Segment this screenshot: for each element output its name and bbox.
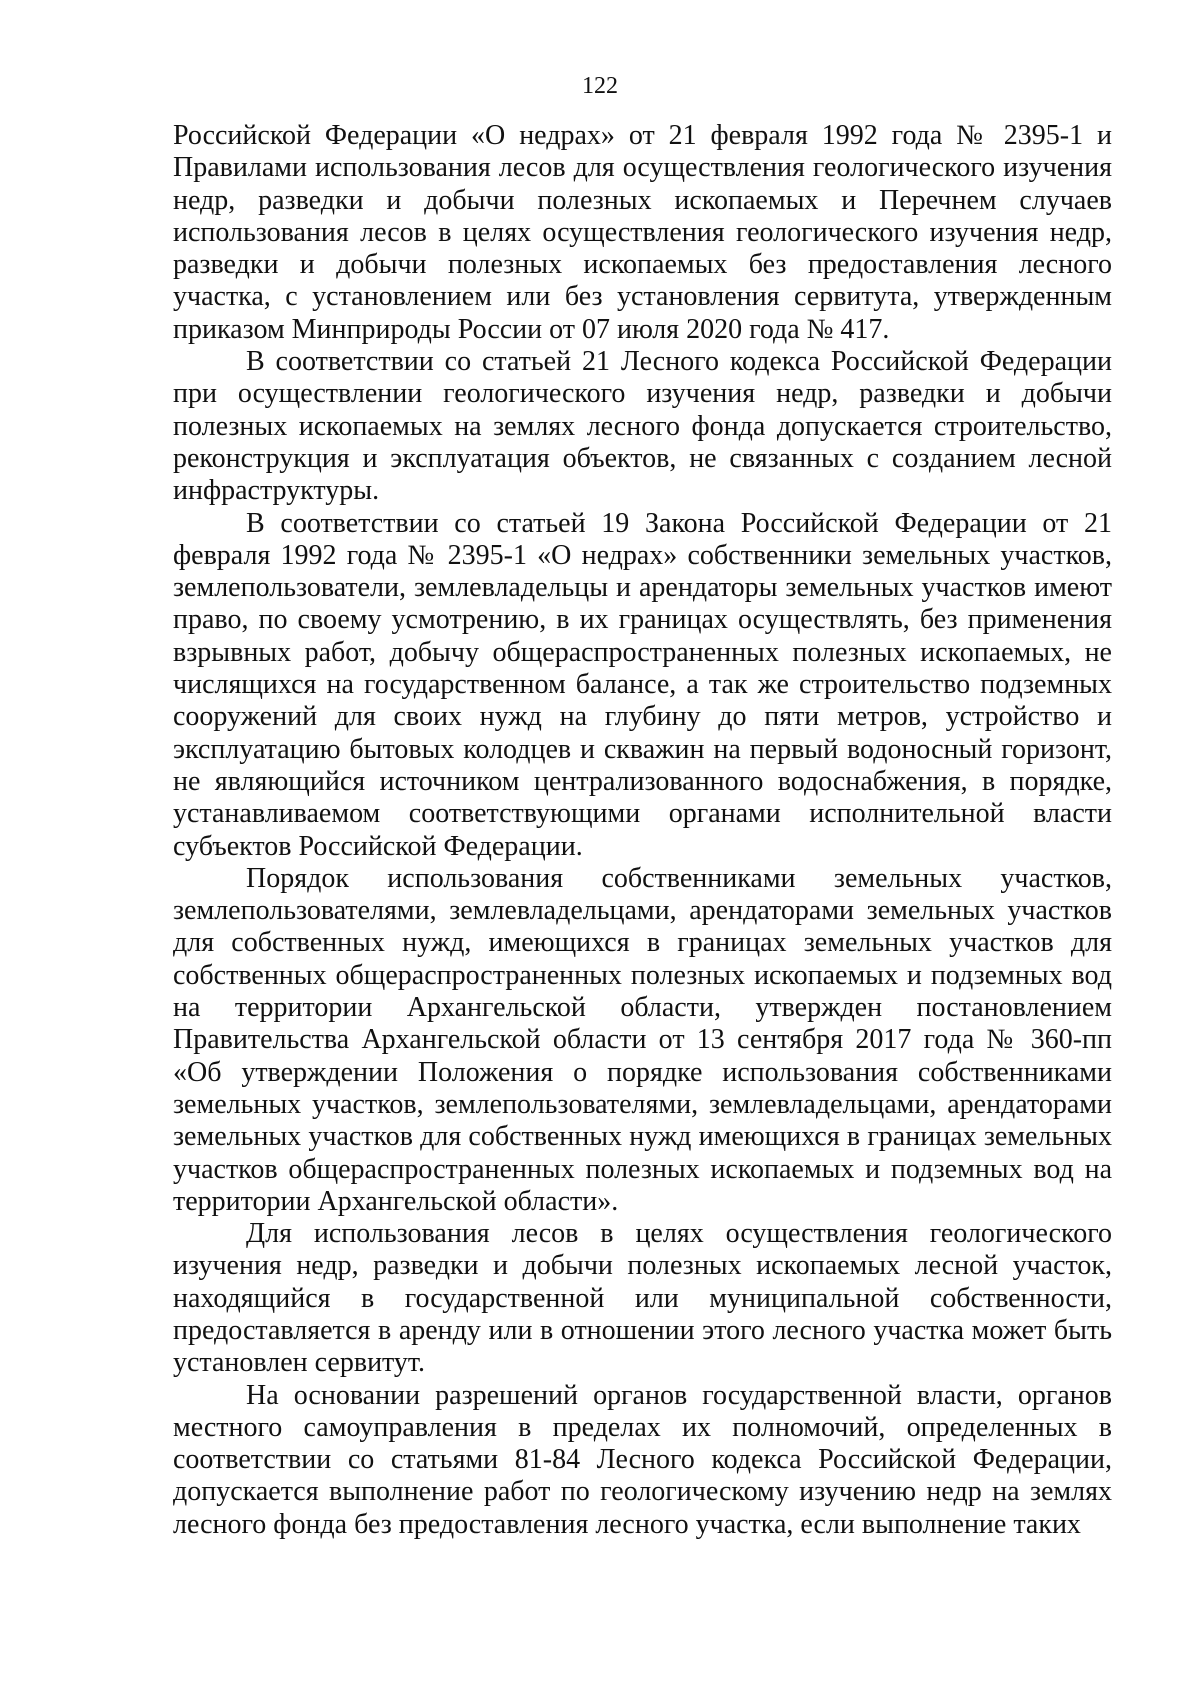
- paragraph: Для использования лесов в целях осуществления геологического изучения недр, разведки и добычи полезных ископаемых лесной участок, находящийся в государственной или муниципальной собственности, предоставляется в аренду или в отношении этого лесного участка может быть установлен сервитут.: [173, 1218, 1112, 1379]
- paragraph: На основании разрешений органов государственной власти, органов местного самоуправления в пределах их полномочий, определенных в соответствии со статьями 81-84 Лесного кодекса Российской Федерации, допускается выполнение работ по геологическому изучению недр на землях лесного фонда без предоставления лесного участка, если выполнение таких: [173, 1379, 1112, 1540]
- paragraph: Порядок использования собственниками земельных участков, землепользователями, землевладельцами, арендаторами земельных участков для собственных нужд, имеющихся в границах земельных участков для собственных общераспространенных полезных ископаемых и подземных вод на территории Архангельской области, утвержден постановлением Правительства Архангельской области от 13 сентября 2017 года № 360-пп «Об утверждении Положения о порядке использования собственниками земельных участков, землепользователями, землевладельцами, арендаторами земельных участков для собственных нужд имеющихся в границах земельных участков общераспространенных полезных ископаемых и подземных вод на территории Архангельской области».: [173, 862, 1112, 1217]
- page-number: 122: [582, 73, 618, 99]
- paragraph-continuation: Российской Федерации «О недрах» от 21 февраля 1992 года № 2395-1 и Правилами использования лесов для осуществления геологического изучения недр, разведки и добычи полезных ископаемых и Перечнем случаев использования лесов в целях осуществления геологического изучения недр, разведки и добычи полезных ископаемых без предоставления лесного участка, с установлением или без установления сервитута, утвержденным приказом Минприроды России от 07 июля 2020 года № 417.: [173, 120, 1112, 345]
- paragraph: В соответствии со статьей 19 Закона Российской Федерации от 21 февраля 1992 года № 2395-1 «О недрах» собственники земельных участков, землепользователи, землевладельцы и арендаторы земельных участков имеют право, по своему усмотрению, в их границах осуществлять, без применения взрывных работ, добычу общераспространенных полезных ископаемых, не числящихся на государственном балансе, а так же строительство подземных сооружений для своих нужд на глубину до пяти метров, устройство и эксплуатацию бытовых колодцев и скважин на первый водоносный горизонт, не являющийся источником централизованного водоснабжения, в порядке, устанавливаемом соответствующими органами исполнительной власти субъектов Российской Федерации.: [173, 507, 1112, 862]
- document-body: [173, 120, 1112, 1541]
- paragraph: В соответствии со статьей 21 Лесного кодекса Российской Федерации при осуществлении геологического изучения недр, разведки и добычи полезных ископаемых на землях лесного фонда допускается строительство, реконструкция и эксплуатация объектов, не связанных с созданием лесной инфраструктуры.: [173, 346, 1112, 507]
